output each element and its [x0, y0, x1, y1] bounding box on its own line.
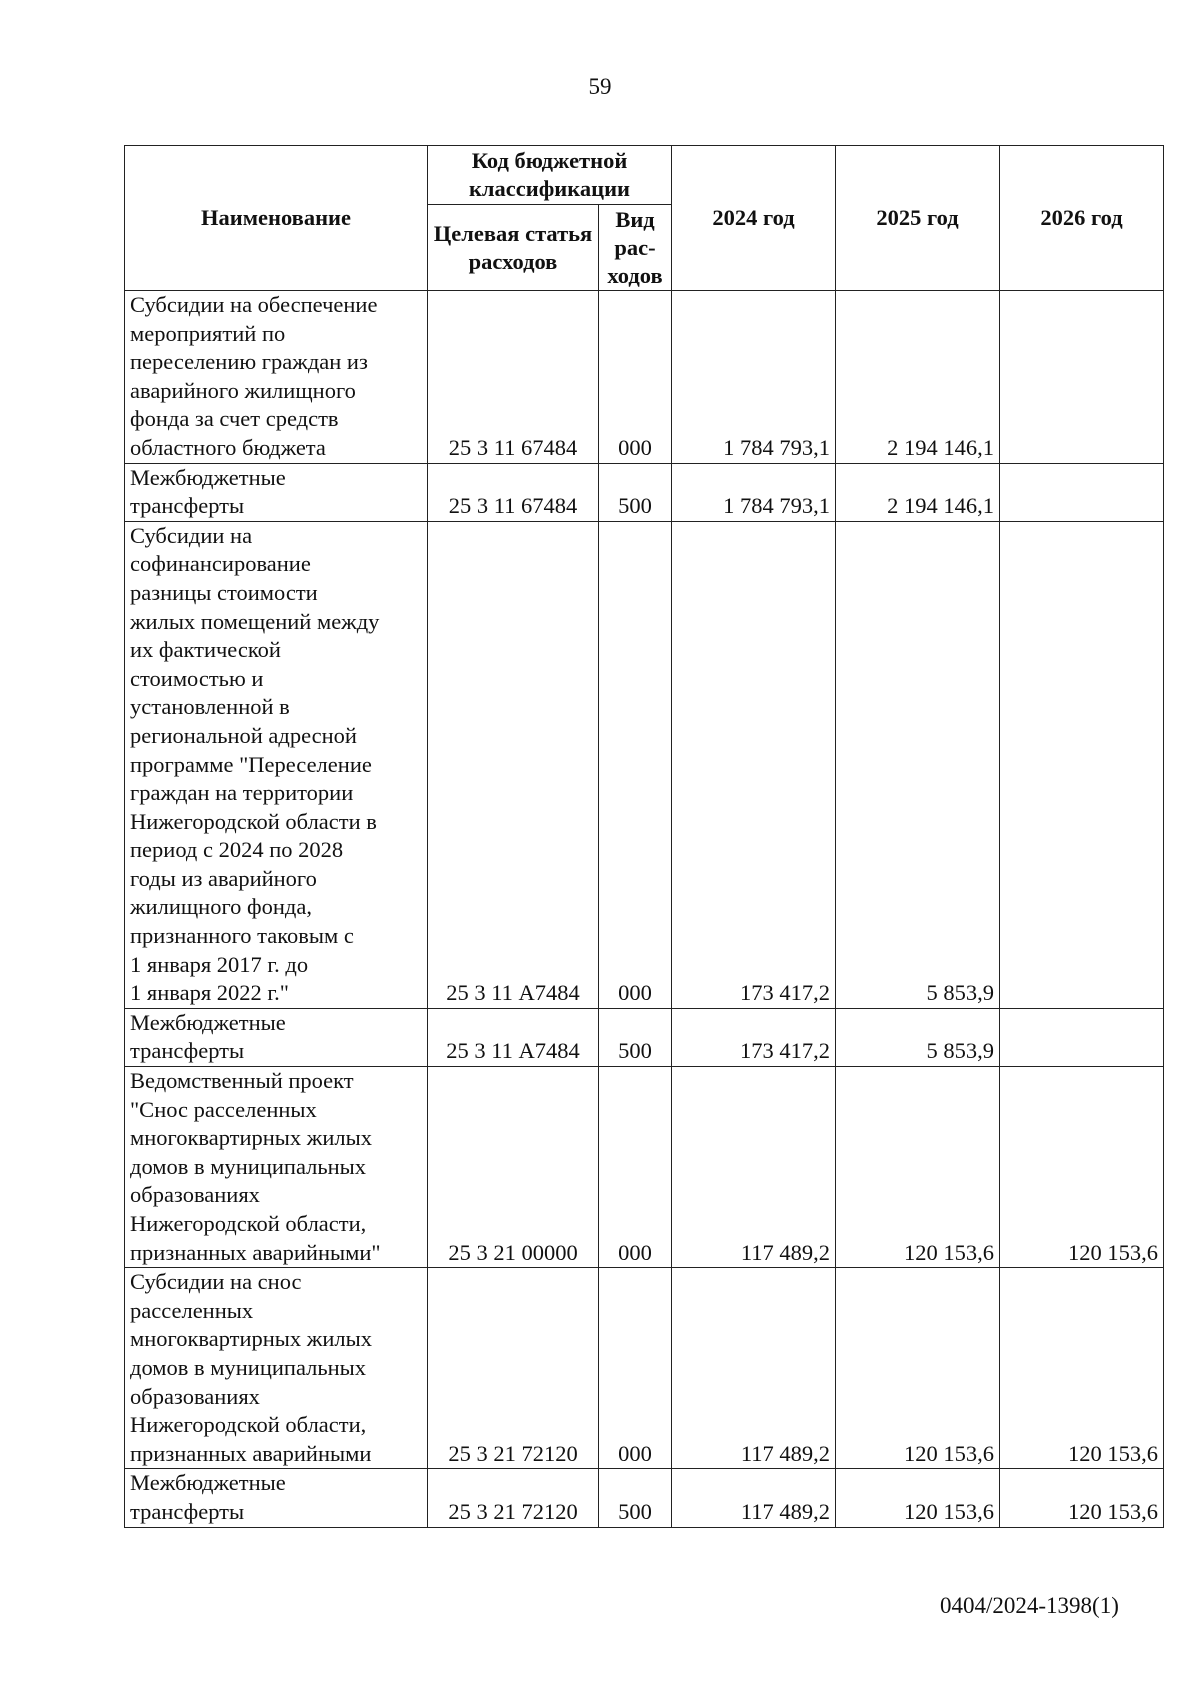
row-name-line: Межбюджетные — [130, 1009, 286, 1035]
row-target-article: 25 3 11 67484 — [428, 463, 599, 521]
row-name — [125, 1268, 428, 1469]
row-name-line: Нижегородской области, — [130, 1211, 367, 1236]
row-amount-2025: 5 853,9 — [836, 1008, 1000, 1066]
row-expense-kind: 000 — [599, 1268, 672, 1469]
table-row — [125, 1469, 1164, 1527]
row-amount-2025: 120 153,6 — [836, 1067, 1000, 1268]
document-id: 0404/2024-1398(1) — [940, 1593, 1119, 1618]
row-amount-2026 — [1000, 291, 1164, 464]
row-name-line: расселенных — [130, 1297, 254, 1323]
row-name-line: Межбюджетные — [130, 464, 286, 490]
row-name-line: жилищного фонда, — [130, 894, 312, 920]
header-2025: 2025 год — [836, 146, 1000, 291]
row-name-line: стоимостью и — [130, 665, 264, 691]
table-row — [125, 521, 1164, 1008]
row-name-line: мероприятий по — [130, 320, 286, 346]
row-target-article: 25 3 21 00000 — [428, 1067, 599, 1268]
row-expense-kind: 500 — [599, 1469, 672, 1527]
page-number: 59 — [588, 74, 612, 99]
row-amount-2025: 2 194 146,1 — [836, 463, 1000, 521]
table-row — [125, 1067, 1164, 1268]
row-name-line: трансферты — [130, 1498, 245, 1524]
row-target-article: 25 3 21 72120 — [428, 1469, 599, 1527]
row-name-line: домов в муниципальных — [130, 1354, 367, 1380]
row-name-line: признанных аварийными" — [130, 1239, 381, 1265]
row-name — [125, 463, 428, 521]
row-amount-2026 — [1000, 463, 1164, 521]
row-name-line: граждан на территории — [130, 780, 354, 806]
row-amount-2024: 1 784 793,1 — [672, 291, 836, 464]
row-name — [125, 1067, 428, 1268]
header-expense-kind: Вид рас-ходов — [599, 205, 672, 291]
row-amount-2024: 117 489,2 — [672, 1067, 836, 1268]
row-name-line: установленной в — [130, 694, 290, 720]
row-name-line: аварийного жилищного — [130, 377, 356, 403]
row-name-line: многоквартирных жилых — [130, 1125, 372, 1151]
row-name-line: образованиях — [130, 1182, 260, 1208]
row-name-line: Субсидии на обеспечение — [130, 292, 378, 317]
row-amount-2025: 120 153,6 — [836, 1469, 1000, 1527]
row-target-article: 25 3 11 67484 — [428, 291, 599, 464]
row-name-line: многоквартирных жилых — [130, 1326, 372, 1352]
row-name-line: 1 января 2022 г." — [130, 980, 289, 1006]
row-amount-2025: 120 153,6 — [836, 1268, 1000, 1469]
row-expense-kind: 000 — [599, 521, 672, 1008]
row-name-line: трансферты — [130, 1038, 245, 1064]
row-name-line: их фактической — [130, 637, 281, 663]
table-header — [125, 146, 1164, 291]
row-name-line: период с 2024 по 2028 — [130, 837, 344, 863]
table-body — [125, 291, 1164, 1528]
row-amount-2026 — [1000, 1008, 1164, 1066]
row-amount-2025: 5 853,9 — [836, 521, 1000, 1008]
header-code-group: Код бюджетной классификации — [428, 146, 672, 205]
row-name-line: фонда за счет средств — [130, 406, 339, 432]
row-name-line: признанных аварийными — [130, 1440, 372, 1466]
row-target-article: 25 3 11 А7484 — [428, 521, 599, 1008]
row-name-line: Нижегородской области в — [130, 808, 377, 834]
row-name-line: софинансирование — [130, 551, 311, 577]
row-name-line: домов в муниципальных — [130, 1153, 367, 1179]
header-2026: 2026 год — [1000, 146, 1164, 291]
row-amount-2026: 120 153,6 — [1000, 1067, 1164, 1268]
row-amount-2024: 117 489,2 — [672, 1268, 836, 1469]
row-amount-2024: 173 417,2 — [672, 1008, 836, 1066]
row-target-article: 25 3 21 72120 — [428, 1268, 599, 1469]
row-amount-2026: 120 153,6 — [1000, 1469, 1164, 1527]
row-expense-kind: 500 — [599, 463, 672, 521]
row-name-line: Субсидии на — [130, 522, 253, 548]
header-2024: 2024 год — [672, 146, 836, 291]
header-name: Наименование — [125, 146, 428, 291]
row-name-line: областного бюджета — [130, 434, 326, 460]
row-name — [125, 1008, 428, 1066]
row-amount-2024: 117 489,2 — [672, 1469, 836, 1527]
row-name-line: Субсидии на снос — [130, 1269, 302, 1295]
row-name-line: разницы стоимости — [130, 579, 318, 605]
row-name — [125, 1469, 428, 1527]
row-name-line: "Снос расселенных — [130, 1096, 317, 1122]
row-amount-2026 — [1000, 521, 1164, 1008]
row-name-line: 1 января 2017 г. до — [130, 951, 309, 977]
header-target-article: Целевая статья расходов — [428, 205, 599, 291]
table-row — [125, 1008, 1164, 1066]
row-name-line: региональной адресной — [130, 722, 357, 748]
table-row — [125, 463, 1164, 521]
row-expense-kind: 000 — [599, 291, 672, 464]
table-row — [125, 1268, 1164, 1469]
row-name-line: Межбюджетные — [130, 1470, 286, 1496]
table-row — [125, 291, 1164, 464]
row-name-line: жилых помещений между — [130, 608, 380, 634]
row-amount-2024: 1 784 793,1 — [672, 463, 836, 521]
row-name-line: Нижегородской области, — [130, 1412, 367, 1438]
row-name-line: образованиях — [130, 1383, 260, 1409]
row-name — [125, 521, 428, 1008]
row-name-line: Ведомственный проект — [130, 1068, 354, 1094]
row-name-line: программе "Переселение — [130, 751, 372, 777]
row-amount-2025: 2 194 146,1 — [836, 291, 1000, 464]
row-name-line: годы из аварийного — [130, 865, 317, 891]
row-expense-kind: 500 — [599, 1008, 672, 1066]
row-amount-2026: 120 153,6 — [1000, 1268, 1164, 1469]
row-target-article: 25 3 11 А7484 — [428, 1008, 599, 1066]
row-expense-kind: 000 — [599, 1067, 672, 1268]
budget-table — [124, 145, 1164, 1528]
row-amount-2024: 173 417,2 — [672, 521, 836, 1008]
row-name-line: трансферты — [130, 493, 245, 519]
row-name-line: переселению граждан из — [130, 349, 368, 375]
row-name — [125, 291, 428, 464]
row-name-line: признанного таковым с — [130, 923, 354, 949]
